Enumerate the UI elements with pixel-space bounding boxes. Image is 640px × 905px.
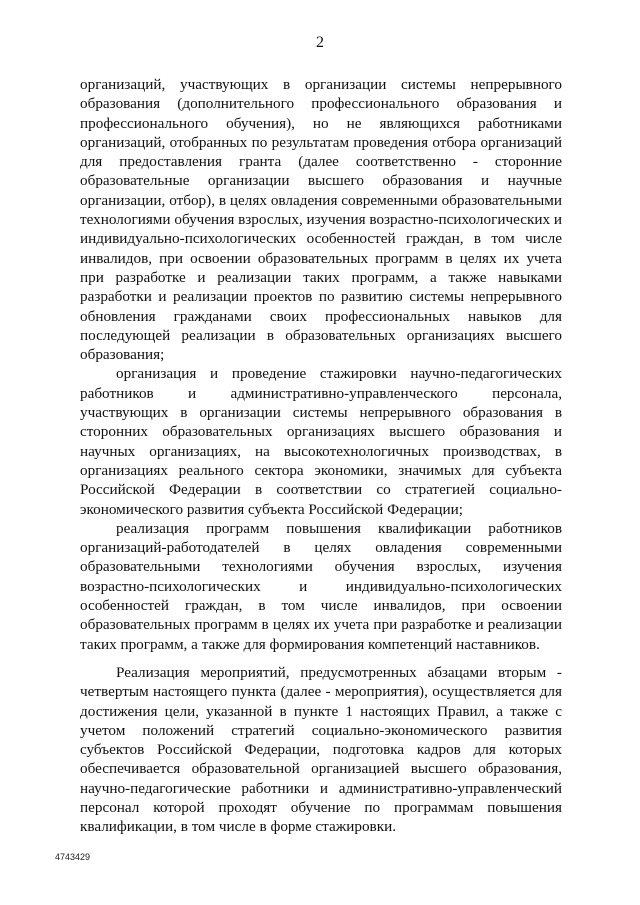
paragraph-2: организация и проведение стажировки научно-педагогических работников и административно-управленческого персонала, участвующих в организации системы непрерывного образования в сторонних образовательных организациях высшего образования и научных организациях, на высокотехнологичных производствах, в организациях реального сектора экономики, значимых для субъекта Российской Федерации в соответствии со стратегией социально-экономического развития субъекта Российской Федерации;	[80, 365, 562, 518]
paragraph-1: организаций, участвующих в организации системы непрерывного образования (дополнительного профессионального образования и профессионального обучения), но не являющихся работниками организаций, отобранных по результатам проведения отбора организаций для предоставления гранта (далее соответственно - сторонние образовательные организации высшего образования и научные организации, отбор), в целях овладения современными образовательными технологиями обучения взрослых, изучения возрастно-психологических и индивидуально-психологических особенностей граждан, в том числе инвалидов, при освоении образовательных программ в целях их учета при разработке и реализации таких программ, а также навыками разработки и реализации проектов по развитию системы непрерывного обновления гражданами своих профессиональных навыков для последующей реализации в образовательных организациях высшего образования;	[80, 76, 562, 364]
paragraph-3: реализация программ повышения квалификации работников организаций-работодателей в целях овладения современными образовательными технологиями обучения взрослых, изучения возрастно-психологических и индивидуально-психологических особенностей граждан, в том числе инвалидов, при освоении образовательных программ в целях их учета при разработке и реализации таких программ, а также для формирования компетенций наставников.	[80, 519, 562, 653]
document-body	[80, 75, 562, 837]
paragraph-4: Реализация мероприятий, предусмотренных абзацами вторым - четвертым настоящего пункта (далее - мероприятия), осуществляется для достижения цели, указанной в пункте 1 настоящих Правил, а также с учетом положений стратегий социально-экономического развития субъектов Российской Федерации, подготовка кадров для которых обеспечивается образовательной организацией высшего образования, научно-педагогические работники и административно-управленческий персонал которой проходят обучение по программам повышения квалификации, в том числе в форме стажировки.	[80, 663, 562, 836]
document-code: 4743429	[55, 852, 91, 862]
page-number: 2	[316, 34, 324, 51]
